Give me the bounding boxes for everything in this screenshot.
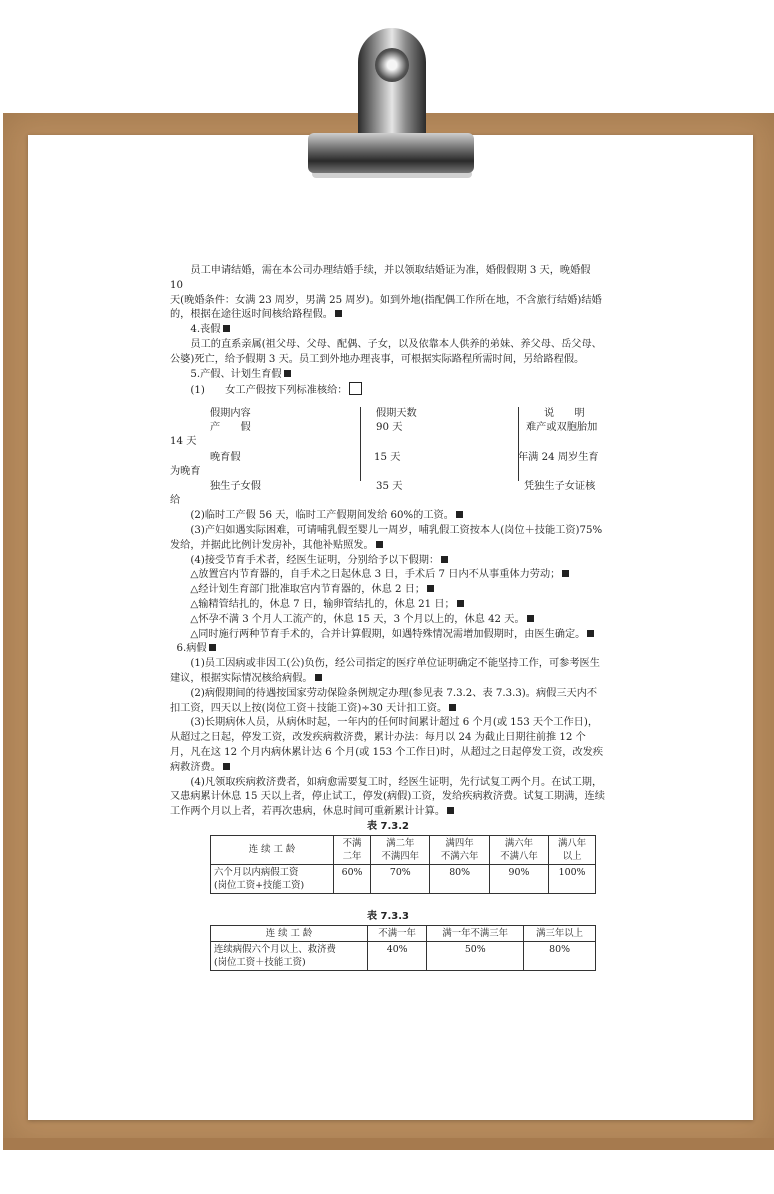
- table-header: 满六年 不满八年: [489, 835, 548, 864]
- paragraph-temp-maternity: (2)临时工产假 56 天，临时工产假期间发给 60%的工资。: [170, 509, 606, 524]
- table-cell: 80%: [430, 864, 489, 893]
- header-leave-type: 假期内容: [210, 408, 251, 420]
- table-cell: 50%: [427, 941, 524, 970]
- square-bullet-icon: [456, 511, 463, 518]
- table-header: 不满一年: [368, 925, 427, 941]
- table-header: 不满 二年: [334, 835, 371, 864]
- sick-relief-table: [210, 925, 596, 971]
- table-cell: 60%: [334, 864, 371, 893]
- square-bullet-icon: [284, 370, 291, 377]
- section-heading-sick: 6.病假: [176, 643, 207, 655]
- section-heading-funeral: 4.丧假: [170, 323, 606, 338]
- table-header: 连 续 工 龄: [211, 925, 368, 941]
- paragraph-sick-2: (2)病假期间的待遇按国家劳动保险条例规定办理(参见表 7.3.2、表 7.3.3)。病假三天内不扣工资，四天以上按(岗位工资＋技能工资)÷30 天计扣工资。: [170, 687, 598, 714]
- table-row: [211, 925, 596, 941]
- binder-clip-lever: [358, 28, 426, 143]
- subsection-maternity-standard: (1) 女工产假按下列标准核给：: [170, 382, 606, 399]
- table-cell: 80%: [524, 941, 596, 970]
- binder-clip-hole: [375, 48, 409, 82]
- leave-note-cont: 14 天: [170, 436, 197, 448]
- square-bullet-icon: [527, 615, 534, 622]
- list-item: △同时施行两种节育手术的，合并计算假期，如遇特殊情况需增加假期时，由医生确定。 6.病假: [170, 628, 606, 658]
- square-bullet-icon: [457, 600, 464, 607]
- leave-note: 凭独生子女证核: [524, 481, 596, 493]
- square-bullet-icon: [587, 630, 594, 637]
- list-item: △怀孕不满 3 个月人工流产的，休息 15 天，3 个月以上的，休息 42 天。: [170, 613, 606, 628]
- leave-days: 15 天: [374, 452, 401, 464]
- square-bullet-icon: [447, 807, 454, 814]
- square-bullet-icon: [223, 325, 230, 332]
- square-bullet-icon: [427, 585, 434, 592]
- column-divider: [360, 407, 361, 481]
- table-header: 满一年不满三年: [427, 925, 524, 941]
- table-cell: 90%: [489, 864, 548, 893]
- leave-note-cont: 给: [170, 495, 181, 507]
- table-caption: 表 7.3.2: [367, 820, 409, 832]
- square-bullet-icon: [335, 310, 342, 317]
- paragraph-funeral: 员工的直系亲属(祖父母、父母、配偶、子女，以及依靠本人供养的弟妹、养父母、岳父母、公婆)死亡，给予假期 3 天。员工到外地办理丧事，可根据实际路程所需时间，另给路程假。: [170, 338, 602, 365]
- column-divider: [518, 407, 519, 481]
- leave-note-cont: 为晚育: [170, 466, 201, 478]
- leave-note: 难产或双胞胎加: [526, 422, 598, 434]
- paragraph-sterilization: (4)接受节育手术者，经医生证明，分别给予以下假期：: [170, 554, 606, 569]
- square-bullet-icon: [441, 556, 448, 563]
- document-body: [170, 264, 606, 971]
- table-header: 满八年 以上: [549, 835, 596, 864]
- paragraph-sick-3: (3)长期病休人员，从病休时起，一年内的任何时间累计超过 6 个月(或 153 天个工作日)，从超过之日起，停发工资，改发疾病救济费，累计办法：每月以 24 为截止日期往前推 12 个月，凡在这 12 个月内病休累计达 6 个月(或 153 个工作日)时，从超过之日起停发工资，改发疾病救济费。: [170, 717, 604, 773]
- paragraph-nursing-leave: (3)产妇如遇实际困难，可请哺乳假至婴儿一周岁，哺乳假工资按本人(岗位＋技能工资)75%发给，并据此比例计发房补，其他补贴照发。: [170, 524, 603, 551]
- square-bullet-icon: [562, 570, 569, 577]
- table-caption: 表 7.3.3: [367, 910, 409, 922]
- square-bullet-icon: [209, 644, 216, 651]
- paragraph-marriage: 员工申请结婚，需在本公司办理结婚手续，并以领取结婚证为准，婚假假期 3 天，晚婚假 10: [170, 265, 591, 291]
- leave-days: 90 天: [376, 422, 403, 434]
- leave-type: 独生子女假: [210, 481, 261, 493]
- table-header: 连 续 工 龄: [211, 835, 334, 864]
- list-item: △输精管结扎的，休息 7 日，输卵管结扎的，休息 21 日；: [170, 598, 606, 613]
- table-row: [211, 835, 596, 864]
- table-header: 满四年 不满六年: [430, 835, 489, 864]
- table-row-label: 连续病假六个月以上、救济费 (岗位工资＋技能工资): [211, 941, 368, 970]
- square-bullet-icon: [223, 763, 230, 770]
- table-cell: 100%: [549, 864, 596, 893]
- table-row: [211, 864, 596, 893]
- binder-clip-base: [308, 133, 474, 173]
- leave-type: 晚育假: [210, 452, 241, 464]
- list-item: △放置宫内节育器的，自手术之日起休息 3 日，手术后 7 日内不从事重体力劳动；: [170, 568, 606, 583]
- square-bullet-icon: [376, 541, 383, 548]
- leave-type: 产 假: [210, 422, 251, 434]
- table-cell: 70%: [371, 864, 430, 893]
- leave-days: 35 天: [376, 481, 403, 493]
- paragraph-sick-4: (4)凡领取疾病救济费者，如病愈需要复工时，经医生证明，先行试复工两个月。在试工期，又患病累计休息 15 天以上者，停止试工，停发(病假)工资，发给疾病救济费。试复工期满，连续工作两个月以上者，若再次患病，休息时间可重新累计计算。: [170, 776, 605, 818]
- table-row-label: 六个月以内病假工资 (岗位工资+技能工资): [211, 864, 334, 893]
- sick-pay-table: [210, 835, 596, 894]
- square-bullet-icon: [315, 674, 322, 681]
- header-leave-note: 说 明: [544, 408, 585, 420]
- section-heading-maternity: 5.产假、计划生育假: [170, 368, 606, 383]
- list-item: △经计划生育部门批准取宫内节育器的，休息 2 日；: [170, 583, 606, 598]
- maternity-leave-table: [170, 407, 606, 507]
- square-bullet-icon: [449, 704, 456, 711]
- table-header: 满二年 不满四年: [371, 835, 430, 864]
- empty-box-icon: [349, 382, 362, 395]
- table-header: 满三年以上: [524, 925, 596, 941]
- leave-note: 年满 24 周岁生育: [518, 452, 599, 464]
- paragraph-marriage-cont: 天(晚婚条件：女满 23 周岁，男满 25 周岁)。如到外地(指配偶工作所在地，不含旅行结婚)结婚的，根据在途往返时间核给路程假。: [170, 294, 602, 321]
- paragraph-sick-1: (1)员工因病或非因工(公)负伤，经公司指定的医疗单位证明确定不能坚持工作，可参考医生建议，根据实际情况核给病假。: [170, 658, 600, 684]
- clipboard-edge: [3, 1138, 774, 1150]
- header-leave-days: 假期天数: [376, 408, 417, 420]
- table-row: [211, 941, 596, 970]
- table-cell: 40%: [368, 941, 427, 970]
